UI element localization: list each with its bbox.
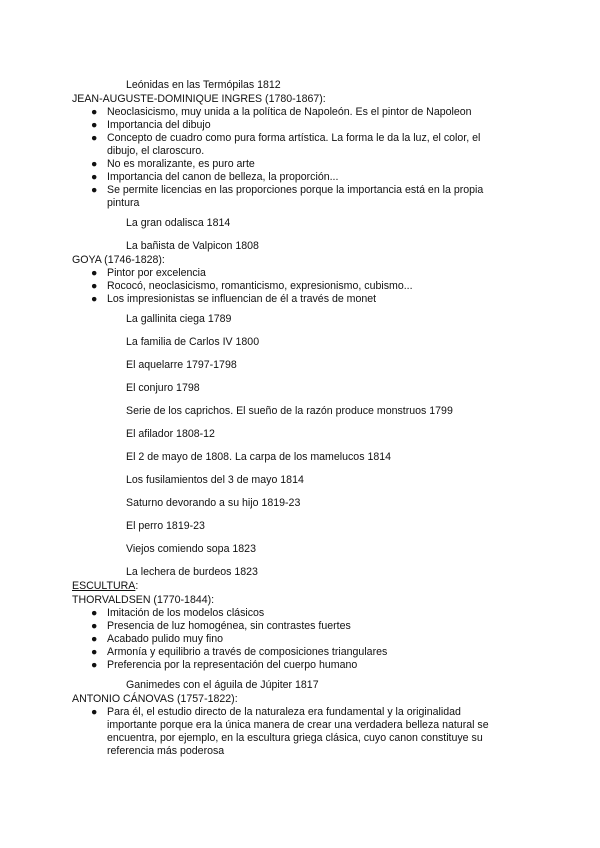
work-item: [72, 427, 512, 441]
bullet-item: [72, 280, 512, 293]
work-text: La gran odalisca 1814: [126, 217, 231, 229]
bullet-item: [72, 659, 512, 672]
work-text: Saturno devorando a su hijo 1819-23: [126, 497, 301, 509]
work-item: [72, 542, 512, 556]
bullet-dot-icon: ●: [91, 171, 98, 183]
work-text: Los fusilamientos del 3 de mayo 1814: [126, 474, 304, 486]
bullet-dot-icon: ●: [91, 132, 98, 144]
bullet-text: Los impresionistas se influencian de él a través de monet: [107, 293, 377, 305]
bullet-dot-icon: ●: [91, 184, 98, 196]
bullet-dot-icon: ●: [91, 106, 98, 118]
work-text: El 2 de mayo de 1808. La carpa de los mamelucos 1814: [126, 451, 392, 463]
bullet-item: [72, 706, 512, 758]
work-text: Leónidas en las Termópilas 1812: [126, 79, 281, 91]
work-item: [72, 335, 512, 349]
bullet-text: Armonía y equilibrio a través de composiciones triangulares: [107, 646, 388, 658]
section-title-goya: GOYA (1746-1828):: [72, 254, 165, 266]
bullet-item: [72, 633, 512, 646]
bullet-item: [72, 171, 512, 184]
section-heading-suffix: :: [135, 580, 139, 592]
work-item: [72, 312, 512, 326]
work-text: El aquelarre 1797-1798: [126, 359, 237, 371]
bullet-item: [72, 620, 512, 633]
bullet-dot-icon: ●: [91, 280, 98, 292]
bullet-text: Rococó, neoclasicismo, romanticismo, expresionismo, cubismo...: [107, 280, 413, 292]
bullet-text: Pintor por excelencia: [107, 267, 206, 279]
bullet-text: Presencia de luz homogénea, sin contrastes fuertes: [107, 620, 351, 632]
work-item: [72, 239, 512, 253]
bullet-text: Imitación de los modelos clásicos: [107, 607, 265, 619]
bullet-item: [72, 158, 512, 171]
work-text: Serie de los caprichos. El sueño de la razón produce monstruos 1799: [126, 405, 453, 417]
bullet-dot-icon: ●: [91, 620, 98, 632]
bullet-item: [72, 184, 512, 210]
bullet-item: [72, 293, 512, 306]
work-text: La gallinita ciega 1789: [126, 313, 232, 325]
work-item: [72, 78, 512, 92]
bullet-text: No es moralizante, es puro arte: [107, 158, 255, 170]
bullet-text: Acabado pulido muy fino: [107, 633, 224, 645]
bullet-dot-icon: ●: [91, 119, 98, 131]
work-text: Ganimedes con el águila de Júpiter 1817: [126, 679, 319, 691]
bullet-dot-icon: ●: [91, 293, 98, 305]
work-item: [72, 404, 512, 418]
work-text: La bañista de Valpicon 1808: [126, 240, 259, 252]
bullet-item: [72, 106, 512, 119]
section-heading-escultura: [72, 579, 512, 593]
work-text: Viejos comiendo sopa 1823: [126, 543, 256, 555]
work-item: [72, 450, 512, 464]
bullet-text: Importancia del canon de belleza, la proporción...: [107, 171, 339, 183]
work-item: [72, 358, 512, 372]
work-item: [72, 381, 512, 395]
work-item: [72, 473, 512, 487]
bullet-dot-icon: ●: [91, 607, 98, 619]
section-title-thorvaldsen: THORVALDSEN (1770-1844):: [72, 594, 215, 606]
bullet-text: Para él, el estudio directo de la naturaleza era fundamental y la originalidad importante porque era la única manera de crear una verdadera belleza natural se encuentra, por ejemplo, en la escultura griega clásica, cuyo canon constituye su referencia más poderosa: [107, 706, 489, 757]
bullet-text: Importancia del dibujo: [107, 119, 211, 131]
bullet-dot-icon: ●: [91, 267, 98, 279]
bullet-dot-icon: ●: [91, 646, 98, 658]
work-item: [72, 216, 512, 230]
section-title-canova: ANTONIO CÁNOVAS (1757-1822):: [72, 693, 238, 705]
bullet-item: [72, 646, 512, 659]
work-text: La lechera de burdeos 1823: [126, 566, 258, 578]
bullet-item: [72, 607, 512, 620]
bullet-text: Se permite licencias en las proporciones porque la importancia está en la propia pintura: [107, 184, 484, 209]
bullet-item: [72, 267, 512, 280]
bullet-item: [72, 132, 512, 158]
section-title-ingres: JEAN-AUGUSTE-DOMINIQUE INGRES (1780-1867):: [72, 93, 326, 105]
bullet-dot-icon: ●: [91, 706, 98, 718]
document-content: [72, 78, 512, 758]
bullet-dot-icon: ●: [91, 158, 98, 170]
work-text: El afilador 1808-12: [126, 428, 215, 440]
work-item: [72, 678, 512, 692]
section-heading-text: ESCULTURA: [72, 580, 136, 592]
work-item: [72, 565, 512, 579]
bullet-text: Preferencia por la representación del cuerpo humano: [107, 659, 358, 671]
work-text: El conjuro 1798: [126, 382, 200, 394]
work-item: [72, 519, 512, 533]
bullet-dot-icon: ●: [91, 659, 98, 671]
work-text: El perro 1819-23: [126, 520, 205, 532]
work-item: [72, 496, 512, 510]
bullet-text: Concepto de cuadro como pura forma artística. La forma le da la luz, el color, el dibujo, el claroscuro.: [107, 132, 481, 157]
work-text: La familia de Carlos IV 1800: [126, 336, 260, 348]
bullet-item: [72, 119, 512, 132]
bullet-text: Neoclasicismo, muy unida a la política de Napoleón. Es el pintor de Napoleon: [107, 106, 472, 118]
bullet-dot-icon: ●: [91, 633, 98, 645]
